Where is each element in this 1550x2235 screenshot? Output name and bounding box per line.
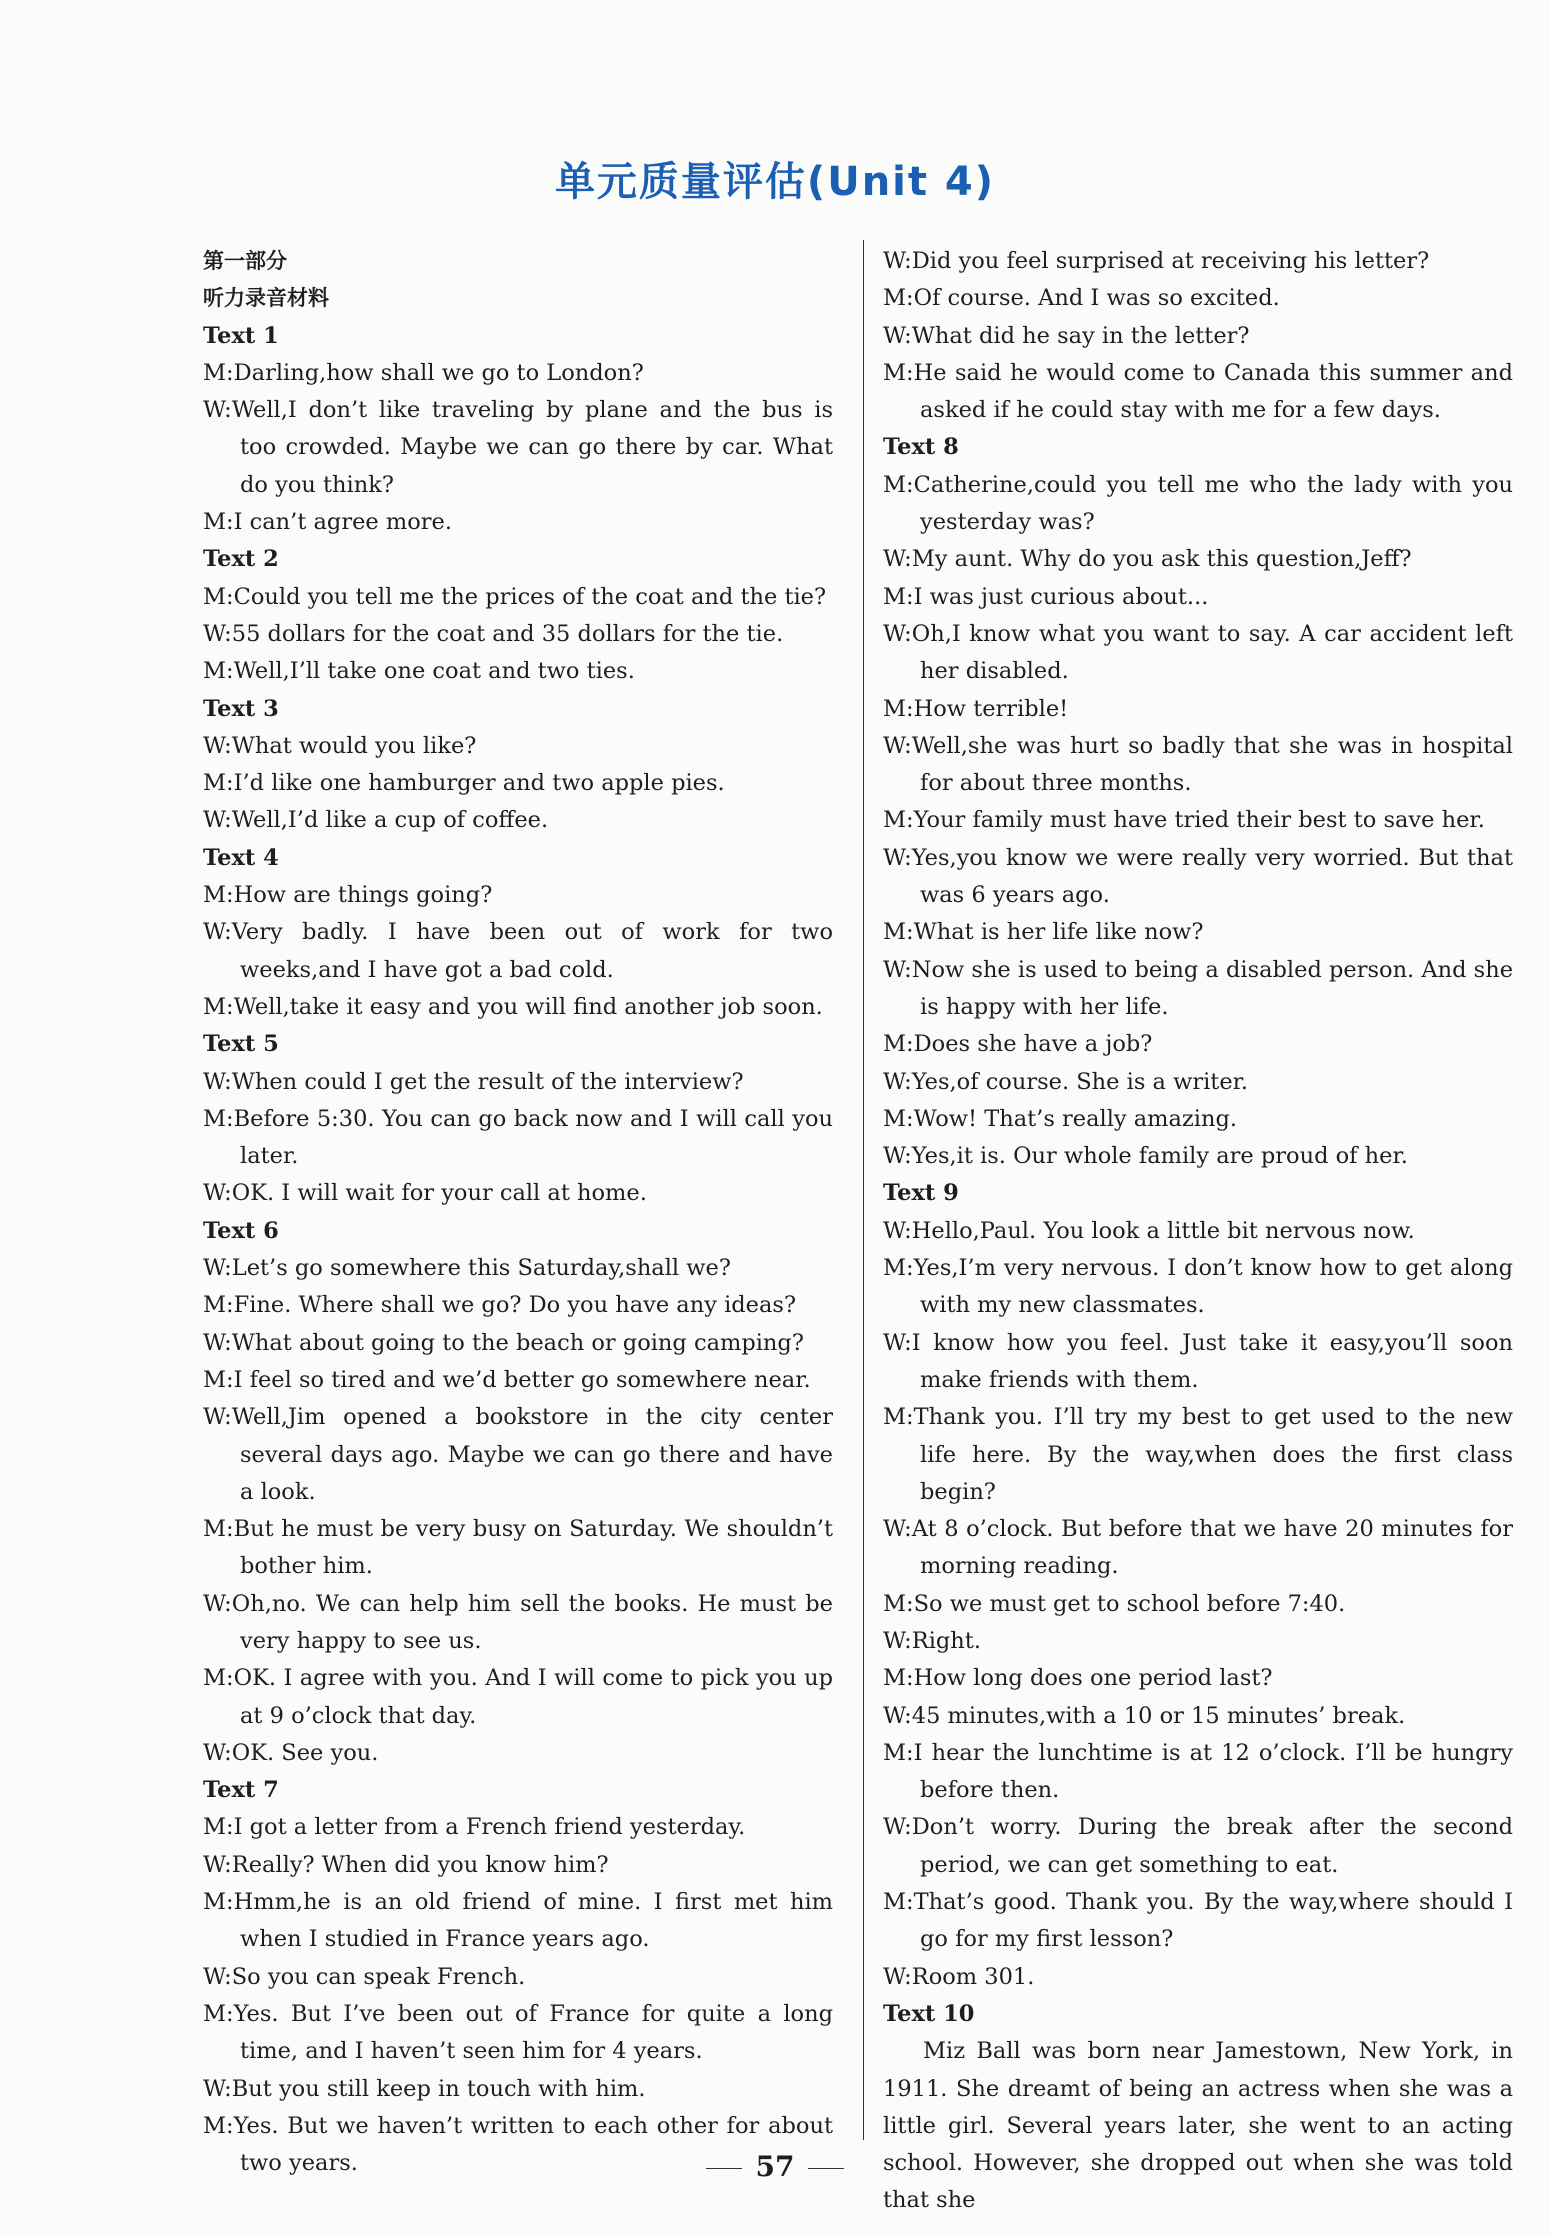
dialogue-line: M:Hmm,he is an old friend of mine. I first met him when I studied in France years ago. (203, 1889, 833, 1953)
text-label: Text 8 (883, 434, 959, 461)
dialogue-line: M:Before 5:30. You can go back now and I will call you later. (203, 1105, 833, 1170)
dialogue-line: M:How terrible! (883, 695, 1069, 722)
text-label: Text 2 (203, 546, 279, 573)
dialogue-line: M:Your family must have tried their best to save her. (883, 807, 1485, 834)
dialogue-line: W:Did you feel surprised at receiving his letter? (883, 248, 1430, 274)
dialogue-line: W:Yes,it is. Our whole family are proud of her. (883, 1143, 1408, 1170)
left-column (203, 243, 833, 2182)
dialogue-line: M:Of course. And I was so excited. (883, 285, 1280, 312)
dialogue-line: W:Oh,no. We can help him sell the books. He must be very happy to see us. (203, 1590, 833, 1654)
dialogue-line: W:Well,she was hurt so badly that she was in hospital for about three months. (883, 732, 1513, 797)
text-label: Text 7 (203, 1777, 279, 1804)
dialogue-line: M:Darling,how shall we go to London? (203, 359, 644, 386)
dialogue-line: W:Now she is used to being a disabled person. And she is happy with her life. (883, 956, 1514, 1020)
dialogue-line: M:He said he would come to Canada this summer and asked if he could stay with me for a few days. (883, 359, 1513, 424)
text-label: Text 3 (203, 695, 279, 722)
footer-dash-left (706, 2168, 742, 2169)
section-heading: 第一部分 (203, 249, 287, 273)
dialogue-line: M:Catherine,could you tell me who the lady with you yesterday was? (883, 471, 1513, 536)
text-label: Text 9 (883, 1180, 959, 1207)
dialogue-line: W:OK. I will wait for your call at home. (203, 1180, 647, 1207)
page-number: 57 (755, 2150, 795, 2183)
dialogue-line: M:Well,I’ll take one coat and two ties. (203, 658, 635, 685)
dialogue-line: M:How are things going? (203, 882, 493, 909)
dialogue-line: W:Hello,Paul. You look a little bit nervous now. (883, 1217, 1415, 1244)
column-divider (863, 240, 864, 2140)
dialogue-line: M:Wow! That’s really amazing. (883, 1105, 1238, 1132)
dialogue-line: M:Fine. Where shall we go? Do you have any ideas? (203, 1292, 797, 1319)
dialogue-line: M:Does she have a job? (883, 1031, 1153, 1058)
dialogue-line: M:I was just curious about... (883, 583, 1209, 610)
right-column (883, 243, 1513, 2220)
dialogue-line: W:Very badly. I have been out of work for two weeks,and I have got a bad cold. (203, 919, 833, 983)
dialogue-line: W:My aunt. Why do you ask this question,Jeff? (883, 546, 1412, 573)
dialogue-line: W:So you can speak French. (203, 1963, 526, 1990)
text-label: Text 4 (203, 844, 279, 871)
dialogue-line: M:Yes. But I’ve been out of France for quite a long time, and I haven’t seen him for 4 years. (203, 2000, 833, 2065)
dialogue-line: W:What did he say in the letter? (883, 322, 1250, 349)
dialogue-line: W:Well,I don’t like traveling by plane and the bus is too crowded. Maybe we can go there by car. What do you think? (203, 397, 833, 498)
dialogue-line: W:When could I get the result of the interview? (203, 1068, 744, 1095)
dialogue-line: M:I got a letter from a French friend yesterday. (203, 1814, 746, 1841)
dialogue-line: W:45 minutes,with a 10 or 15 minutes’ break. (883, 1702, 1406, 1729)
dialogue-line: M:That’s good. Thank you. By the way,where should I go for my first lesson? (883, 1889, 1513, 1953)
dialogue-line: M:Could you tell me the prices of the coat and the tie? (203, 583, 827, 610)
dialogue-line: W:Room 301. (883, 1963, 1035, 1990)
page-title: 单元质量评估(Unit 4) (554, 159, 996, 205)
dialogue-line: W:Oh,I know what you want to say. A car accident left her disabled. (883, 620, 1513, 685)
text-label: Text 1 (203, 322, 279, 349)
footer-dash-right (808, 2168, 844, 2169)
dialogue-line: W:Well,Jim opened a bookstore in the city center several days ago. Maybe we can go there and have a look. (203, 1404, 833, 1505)
dialogue-line: M:What is her life like now? (883, 919, 1204, 946)
dialogue-line: W:But you still keep in touch with him. (203, 2075, 646, 2102)
page-number-footer (0, 2150, 1550, 2183)
dialogue-line: M:Yes. But we haven’t written to each other for about two years. (203, 2112, 833, 2177)
dialogue-line: W:Well,I’d like a cup of coffee. (203, 807, 549, 834)
dialogue-line: M:I can’t agree more. (203, 509, 452, 536)
dialogue-line: M:Thank you. I’ll try my best to get used to the new life here. By the way,when does the first class begin? (883, 1404, 1513, 1505)
text-label: Text 5 (203, 1031, 279, 1058)
text-label: Text 10 (883, 2000, 975, 2027)
section-heading: 听力录音材料 (203, 286, 329, 311)
dialogue-line: M:Well,take it easy and you will find another job soon. (203, 993, 823, 1020)
dialogue-line: W:Let’s go somewhere this Saturday,shall we? (203, 1255, 731, 1282)
dialogue-line: W:Right. (883, 1627, 981, 1654)
dialogue-line: W:I know how you feel. Just take it easy,you’ll soon make friends with them. (883, 1329, 1513, 1393)
dialogue-line: M:OK. I agree with you. And I will come to pick you up at 9 o’clock that day. (203, 1665, 833, 1729)
dialogue-line: M:Yes,I’m very nervous. I don’t know how to get along with my new classmates. (883, 1255, 1513, 1319)
dialogue-line: W:At 8 o’clock. But before that we have 20 minutes for morning reading. (883, 1516, 1513, 1580)
dialogue-line: W:What would you like? (203, 732, 477, 759)
dialogue-line: W:Really? When did you know him? (203, 1851, 609, 1878)
text-label: Text 6 (203, 1217, 279, 1244)
dialogue-line: M:I’d like one hamburger and two apple pies. (203, 770, 725, 797)
passage-paragraph: Miz Ball was born near Jamestown, New York, in 1911. She dreamt of being an actress when she was a little girl. Several years later, she went to an acting school. However, she dropped out when she was told that she (883, 2038, 1513, 2214)
dialogue-line: W:55 dollars for the coat and 35 dollars for the tie. (203, 620, 784, 647)
dialogue-line: W:Don’t worry. During the break after the second period, we can get something to eat. (883, 1814, 1513, 1878)
dialogue-line: M:How long does one period last? (883, 1665, 1273, 1692)
dialogue-line: W:Yes,of course. She is a writer. (883, 1068, 1249, 1095)
dialogue-line: M:But he must be very busy on Saturday. We shouldn’t bother him. (203, 1516, 833, 1580)
dialogue-line: W:What about going to the beach or going camping? (203, 1329, 804, 1356)
dialogue-line: M:I hear the lunchtime is at 12 o’clock. I’ll be hungry before then. (883, 1739, 1513, 1804)
dialogue-line: W:OK. See you. (203, 1739, 379, 1766)
dialogue-line: M:I feel so tired and we’d better go somewhere near. (203, 1366, 811, 1393)
dialogue-line: W:Yes,you know we were really very worried. But that was 6 years ago. (883, 844, 1513, 909)
dialogue-line: M:So we must get to school before 7:40. (883, 1590, 1346, 1617)
